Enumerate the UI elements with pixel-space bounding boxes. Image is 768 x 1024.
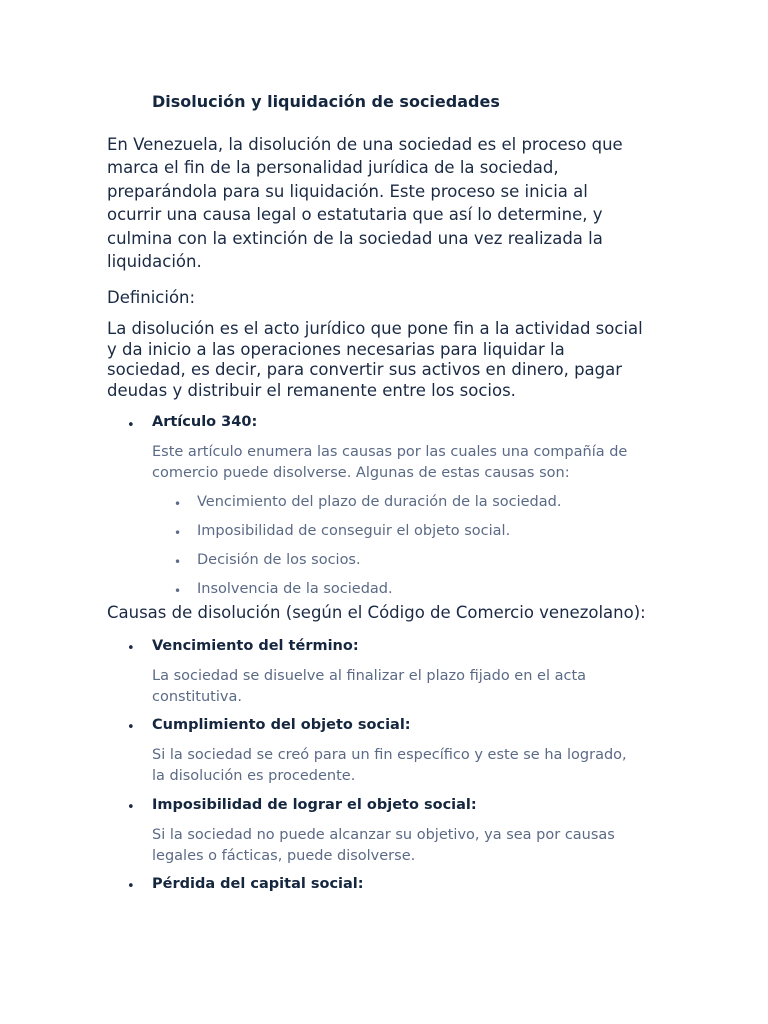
definition-line: sociedad, es decir, para convertir sus activos en dinero, pagar	[107, 360, 623, 380]
sub-list-item: Insolvencia de la sociedad.	[197, 581, 393, 597]
bullet-icon: •	[127, 418, 135, 433]
sub-list-item: Imposibilidad de conseguir el objeto social.	[197, 523, 511, 539]
bullet-icon: •	[127, 641, 135, 656]
definition-line: y da inicio a las operaciones necesarias para liquidar la	[107, 339, 565, 359]
cause-desc-line: La sociedad se disuelve al finalizar el plazo fijado en el acta	[152, 668, 587, 684]
article-desc-line: comercio puede disolverse. Algunas de estas causas son:	[152, 465, 570, 481]
causes-heading: Causas de disolución (según el Código de Comercio venezolano):	[107, 603, 646, 622]
article-title: Artículo 340:	[152, 414, 258, 430]
intro-paragraph	[107, 133, 667, 273]
cause-title: Imposibilidad de lograr el objeto social:	[152, 797, 477, 813]
cause-description	[152, 745, 672, 787]
intro-line: preparándola para su liquidación. Este proceso se inicia al	[107, 181, 588, 201]
article-desc-line: Este artículo enumera las causas por las cuales una compañía de	[152, 444, 628, 460]
sub-bullet-icon: •	[174, 584, 182, 598]
definition-label: Definición:	[107, 288, 196, 307]
cause-title: Cumplimiento del objeto social:	[152, 717, 411, 733]
cause-desc-line: constitutiva.	[152, 689, 242, 705]
document-title: Disolución y liquidación de sociedades	[152, 92, 500, 111]
intro-line: liquidación.	[107, 252, 202, 272]
cause-description	[152, 666, 672, 708]
intro-line: En Venezuela, la disolución de una sociedad es el proceso que	[107, 135, 623, 154]
cause-desc-line: la disolución es procedente.	[152, 768, 356, 784]
cause-desc-line: legales o fácticas, puede disolverse.	[152, 848, 416, 864]
definition-line: La disolución es el acto jurídico que pone fin a la actividad social	[107, 319, 643, 338]
definition-line: deudas y distribuir el remanente entre los socios.	[107, 380, 516, 400]
sub-list-item: Vencimiento del plazo de duración de la sociedad.	[197, 494, 562, 510]
bullet-icon: •	[127, 720, 135, 735]
sub-bullet-icon: •	[174, 555, 182, 569]
cause-desc-line: Si la sociedad se creó para un fin específico y este se ha logrado,	[152, 747, 627, 763]
article-description	[152, 442, 672, 484]
cause-title: Pérdida del capital social:	[152, 876, 364, 892]
intro-line: culmina con la extinción de la sociedad una vez realizada la	[107, 228, 603, 248]
bullet-icon: •	[127, 800, 135, 815]
cause-description	[152, 825, 672, 867]
sub-bullet-icon: •	[174, 526, 182, 540]
definition-paragraph	[107, 319, 677, 401]
cause-desc-line: Si la sociedad no puede alcanzar su objetivo, ya sea por causas	[152, 827, 615, 843]
sub-list-item: Decisión de los socios.	[197, 552, 361, 568]
bullet-icon: •	[127, 879, 135, 894]
intro-line: marca el fin de la personalidad jurídica de la sociedad,	[107, 158, 559, 178]
sub-bullet-icon: •	[174, 497, 182, 511]
cause-title: Vencimiento del término:	[152, 638, 359, 654]
intro-line: ocurrir una causa legal o estatutaria que así lo determine, y	[107, 205, 603, 225]
